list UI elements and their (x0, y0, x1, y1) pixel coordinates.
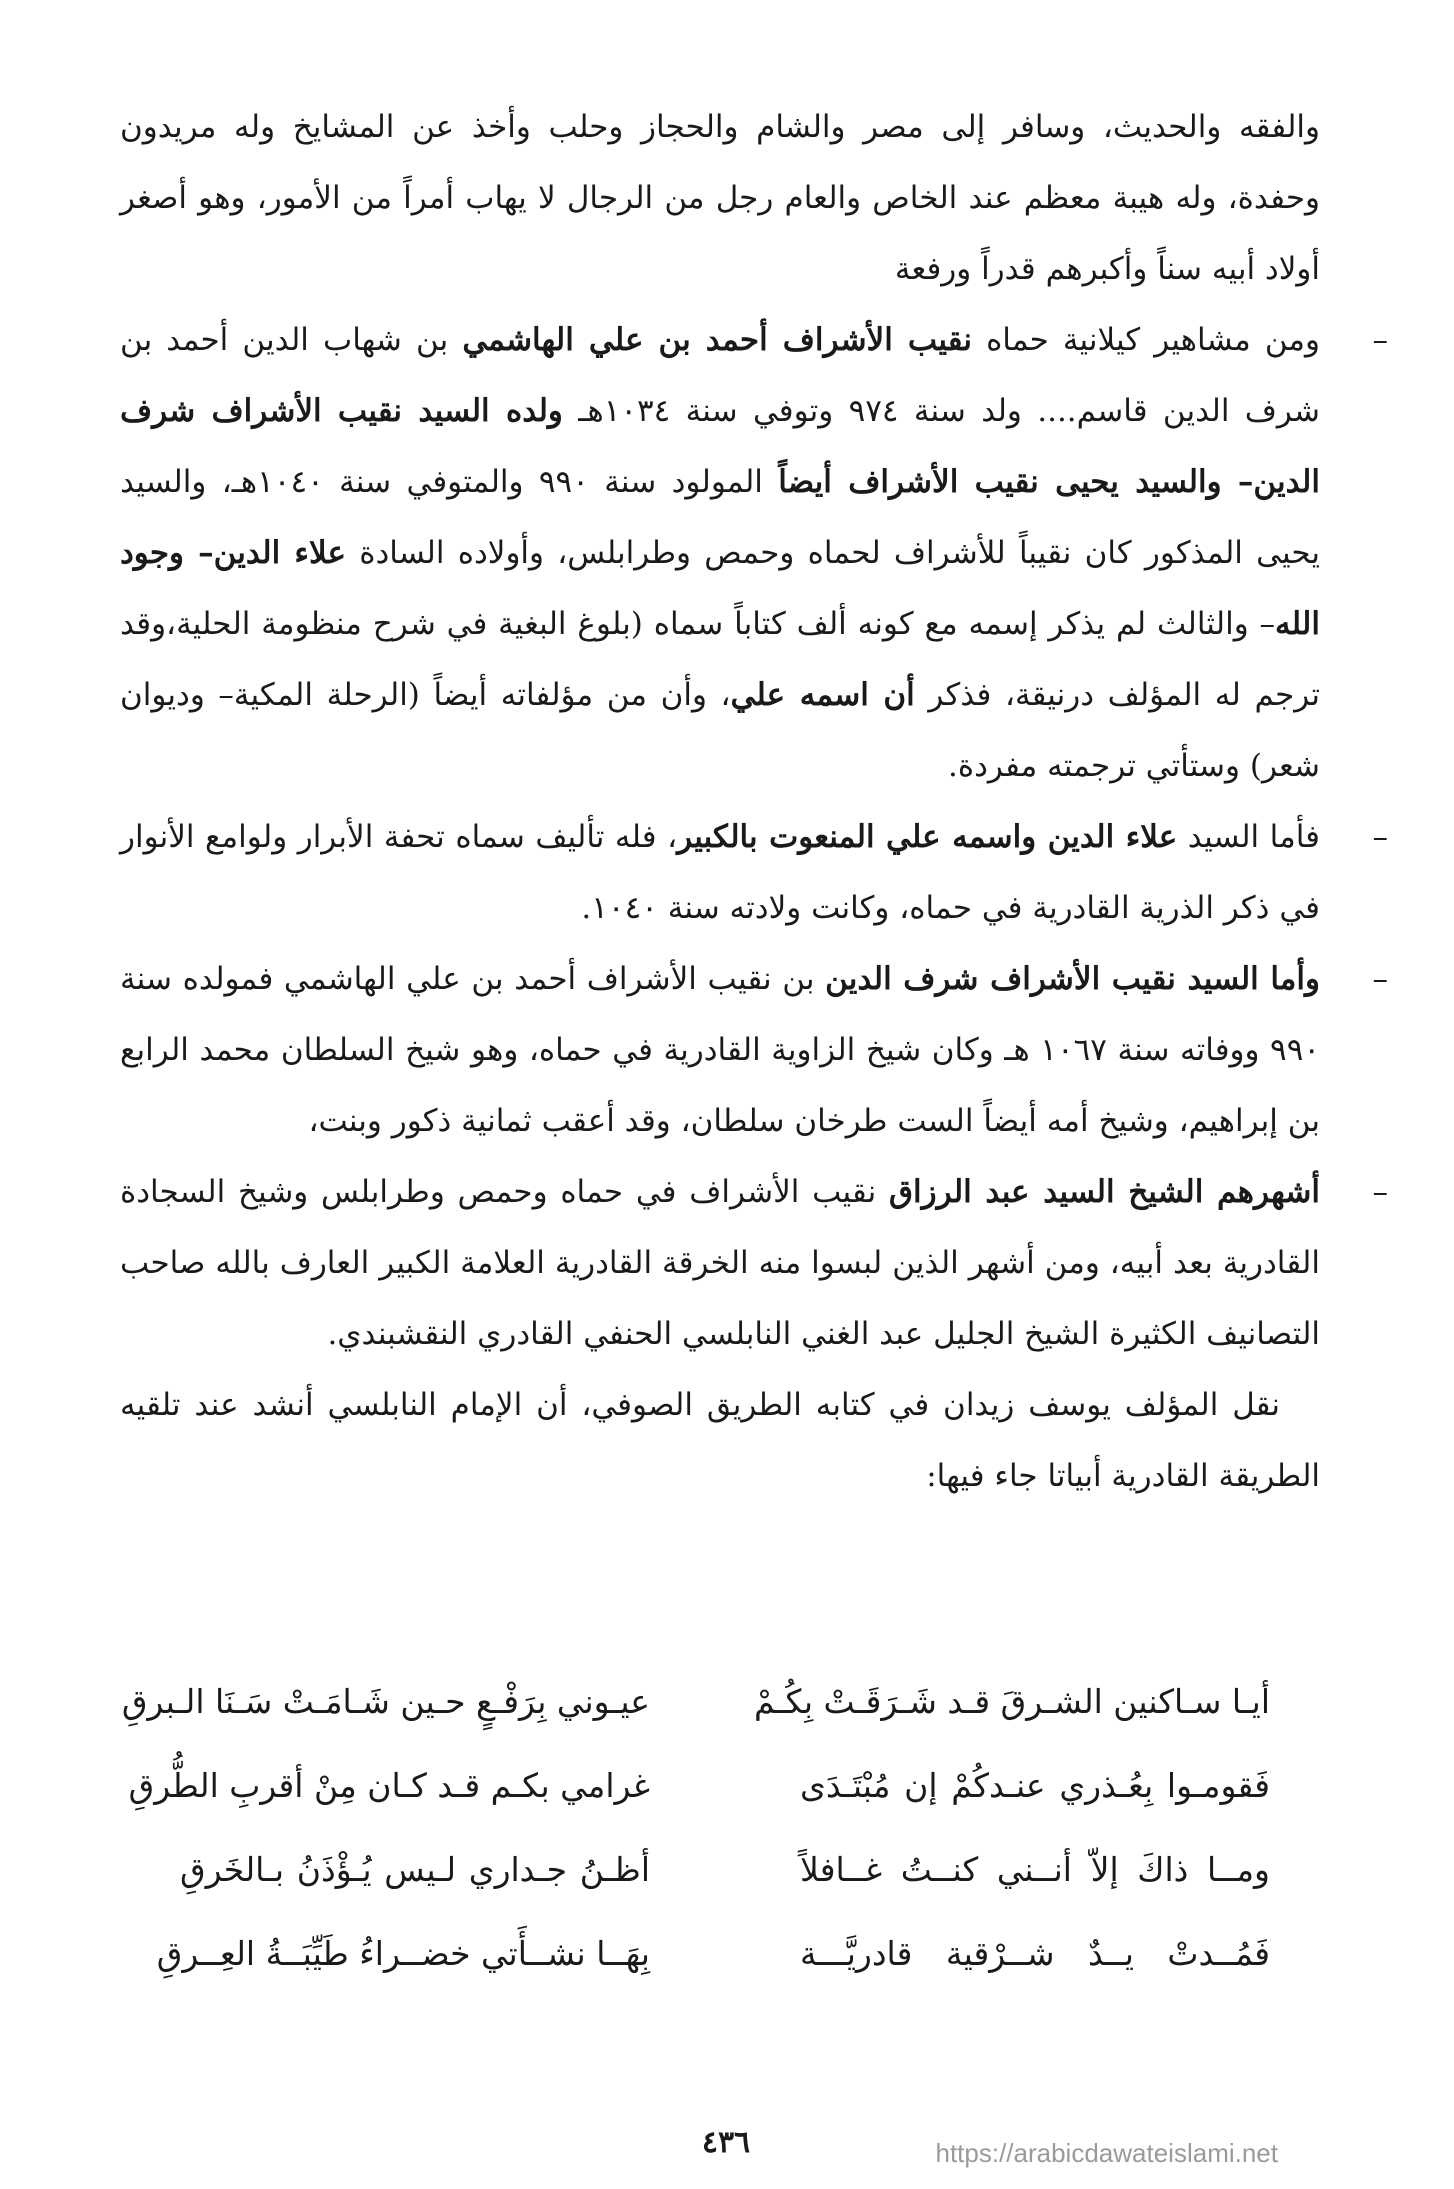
body-paragraph: نقل المؤلف يوسف زيدان في كتابه الطريق الصوفي، أن الإمام النابلسي أنشد عند تلقيه الطريقة القادرية أبياتا جاء فيها: (120, 1387, 1320, 1494)
list-item (120, 944, 1388, 1157)
text-segment: المولود سنة ٩٩٠ والمتوفي سنة ١٠٤٠هـ، والسيد يحيى المذكور كان نقيباً للأشراف لحماه وحمص وطرابلس، وأولاده السادة (120, 464, 1320, 571)
verse-second-hemistich: غرامي بكـم قـد كـان مِنْ أقربِ الطُّرقِ (128, 1766, 650, 1805)
watermark-url: https://arabicdawateislami.net (935, 2138, 1278, 2168)
bold-text: علاء الدين واسمه علي المنعوت بالكبير (677, 819, 1178, 855)
list-dash: – (1372, 961, 1388, 997)
bold-text: أشهرهم الشيخ السيد عبد الرزاق (888, 1174, 1320, 1210)
text-segment: بن شهاب الدين أحمد بن شرف الدين قاسم.... ولد سنة ٩٧٤ وتوفي سنة ١٠٣٤هـ (120, 322, 1320, 429)
verse-first-hemistich: ومــا ذاكَ إلاّ أنــني كنــتُ غــافلاً (800, 1850, 1270, 1889)
verse-second-hemistich: عيـوني بِرَفْـعٍ حـين شَـامَـتْ سَـنَا الـبرقِ (121, 1682, 650, 1721)
list-item (120, 1157, 1388, 1370)
text-segment: نقيب الأشراف في حماه وحمص وطرابلس وشيخ السجادة القادرية بعد أبيه، ومن أشهر الذين لبسوا منه الخرقة القادرية العلامة الكبير العارف بالله صاحب التصانيف الكثيرة الشيخ الجليل عبد الغني النابلسي الحنفي القادري النقشبندي. (120, 1174, 1320, 1352)
bold-text: علاء الدين– وجود الله (120, 535, 1320, 642)
poem-verse (180, 1828, 1270, 1912)
list-dash: – (1372, 1174, 1388, 1210)
verse-second-hemistich: بِهَــا نشــأَتي خضــراءُ طَيِّبَــةُ العِــرقِ (156, 1934, 650, 1973)
list-item (120, 802, 1388, 944)
body-paragraph: والفقه والحديث، وسافر إلى مصر والشام والحجاز وحلب وأخذ عن المشايخ وله مريدون وحفدة، وله هيبة معظم عند الخاص والعام رجل من الرجال لا يهاب أمراً من الأمور، وهو أصغر أولاد أبيه سناً وأكبرهم قدراً ورفعة (120, 109, 1320, 287)
text-segment: فأما السيد (1177, 819, 1320, 855)
text-segment: ، وأن من مؤلفاته أيضاً (الرحلة المكية– وديوان شعر) وستأتي ترجمته مفردة. (120, 677, 1320, 784)
bold-text: وأما السيد نقيب الأشراف شرف الدين (825, 961, 1320, 997)
list-dash: – (1372, 322, 1388, 358)
text-segment: – والثالث لم يذكر إسمه مع كونه ألف كتاباً سماه (بلوغ البغية في شرح منظومة الحلية،وقد ترجم له المؤلف درنيقة، فذكر (120, 606, 1320, 713)
page-number: ٤٣٦ (701, 2125, 751, 2160)
text-segment: بن نقيب الأشراف أحمد بن علي الهاشمي فمولده سنة ٩٩٠ ووفاته سنة ١٠٦٧ هـ وكان شيخ الزاوية القادرية في حماه، وهو شيخ السلطان محمد الرابع بن إبراهيم، وشيخ أمه أيضاً الست طرخان سلطان، وقد أعقب ثمانية ذكور وبنت، (120, 961, 1320, 1139)
poem-verse (156, 1912, 1270, 1996)
bold-text: نقيب الأشراف أحمد بن علي الهاشمي (462, 322, 972, 358)
text-segment: ومن مشاهير كيلانية حماه (971, 322, 1320, 358)
poem-verse (121, 1660, 1270, 1744)
list-dash: – (1372, 819, 1388, 855)
bold-text: أن اسمه علي (730, 677, 915, 713)
verse-second-hemistich: أظـنُ جـداري لـيس يُـؤْذَنُ بـالخَرقِ (180, 1850, 650, 1889)
list-item (120, 305, 1388, 802)
poem (121, 1660, 1270, 1996)
text-segment: ، فله تأليف سماه تحفة الأبرار ولوامع الأنوار في ذكر الذرية القادرية في حماه، وكانت ولادته سنة ١٠٤٠. (120, 819, 1320, 926)
verse-first-hemistich: أيـا سـاكنين الشـرقَ قـد شَـرَقَـتْ بِكُـمْ (754, 1682, 1270, 1721)
bold-text: ولده السيد نقيب الأشراف شرف الدين– والسيد يحيى نقيب الأشراف أيضاً (120, 393, 1320, 500)
verse-first-hemistich: فَمُــدتْ يــدٌ شــرْقية قادريَّـــة (800, 1934, 1270, 1973)
verse-first-hemistich: فَقومـوا بِعُـذري عنـدكُمْ إن مُبْتَـدَى (800, 1766, 1270, 1805)
page-body (120, 92, 1388, 1512)
poem-verse (128, 1744, 1270, 1828)
